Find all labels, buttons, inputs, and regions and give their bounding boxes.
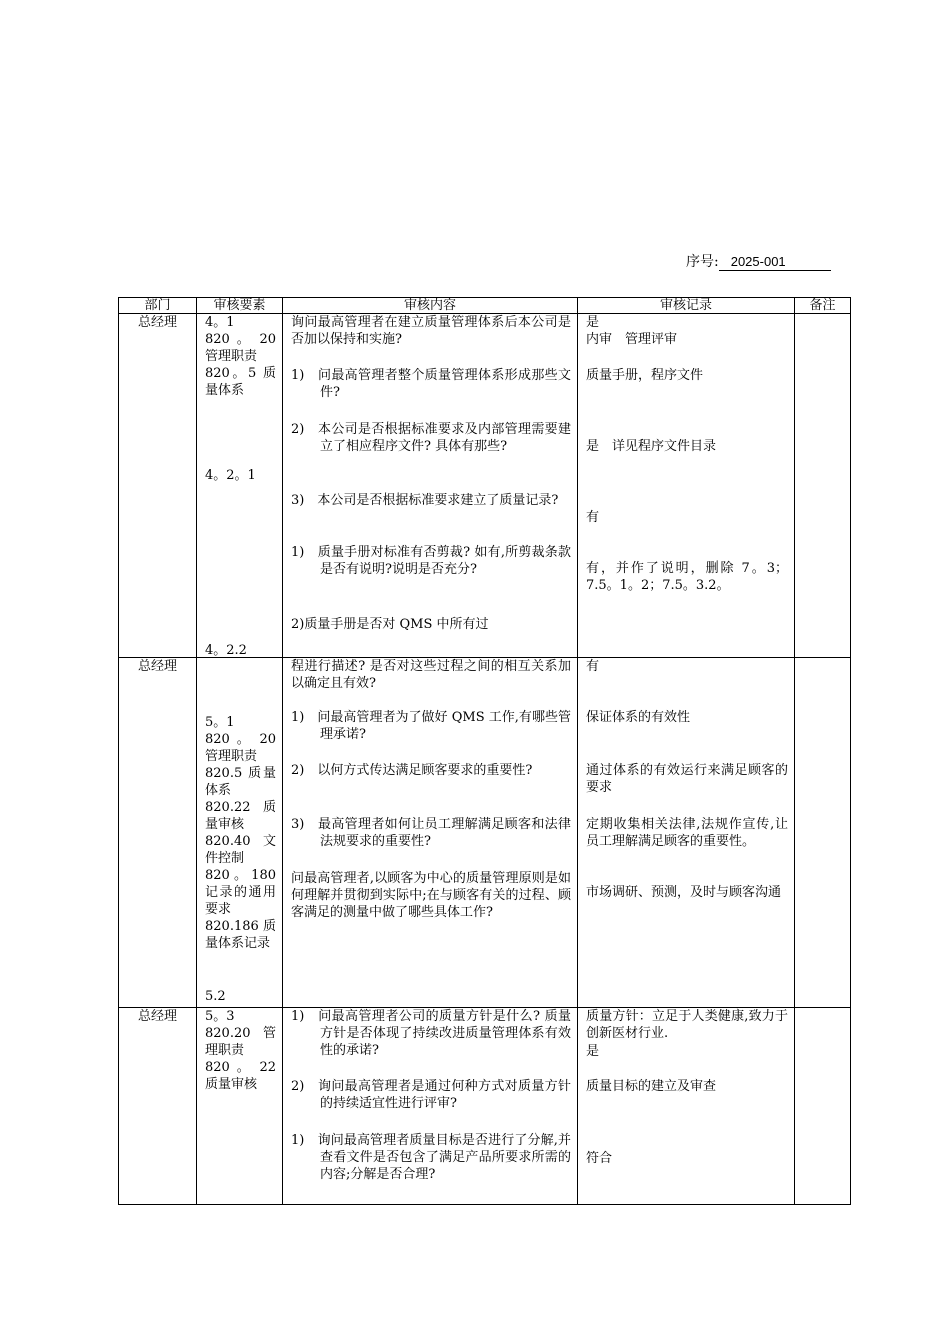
record-text: 有 (586, 659, 600, 674)
content-text: 1) 问最高管理者公司的质量方针是什么? 质量方针是否体现了持续改进质量管理体系有效性的承诺? (291, 1009, 571, 1058)
serial-number (686, 251, 831, 271)
content-text: 询问最高管理者在建立质量管理体系后本公司是否加以保持和实施? (291, 315, 571, 347)
record-text: 有 (586, 510, 600, 525)
content-text: 3) 最高管理者如何让员工理解满足顾客和法律法规要求的重要性? (291, 817, 571, 849)
element-text: 4。2.2 (205, 643, 247, 658)
note-cell (795, 314, 851, 658)
record-text: 有，并作了说明，删除 7。3；7.5。1。2；7.5。3.2。 (586, 561, 788, 593)
element-cell (197, 1008, 283, 1205)
table-row (119, 314, 851, 658)
element-text: 5。3 820.20 管理职责 820 。 22 质量审核 (205, 1009, 276, 1092)
column-header-record: 审核记录 (578, 298, 795, 314)
content-text: 1) 询问最高管理者质量目标是否进行了分解,并查看文件是否包含了满足产品所要求所需的内容;分解是否合理? (291, 1133, 571, 1182)
table-row (119, 658, 851, 1008)
serial-value: 2025-001 (719, 254, 831, 271)
content-text: 2) 询问最高管理者是通过何种方式对质量方针的持续适宜性进行评审? (291, 1079, 571, 1111)
column-header-content: 审核内容 (283, 298, 578, 314)
record-text: 定期收集相关法律,法规作宣传,让员工理解满足顾客的重要性。 (586, 817, 788, 849)
content-cell (283, 314, 578, 658)
note-cell (795, 1008, 851, 1205)
record-text: 质量手册，程序文件 (586, 368, 704, 383)
content-cell (283, 1008, 578, 1205)
record-text: 市场调研、预测，及时与顾客沟通 (586, 885, 782, 900)
element-text: 5.2 (205, 989, 226, 1004)
record-text: 是 详见程序文件目录 (586, 439, 717, 454)
content-text: 2) 本公司是否根据标准要求及内部管理需要建立了相应程序文件? 具体有那些? (291, 422, 571, 454)
record-text: 内审 管理评审 (586, 332, 678, 347)
content-text: 程进行描述? 是否对这些过程之间的相互关系加以确定且有效? (291, 659, 571, 691)
element-text: 4。1 820 。 20 管理职责 820。5 质量体系 (205, 315, 276, 398)
record-cell (578, 1008, 795, 1205)
record-cell (578, 314, 795, 658)
record-text: 是 (586, 315, 600, 330)
column-header-dept: 部门 (119, 298, 197, 314)
column-header-element: 审核要素 (197, 298, 283, 314)
content-text: 2) 以何方式传达满足顾客要求的重要性? (291, 763, 533, 778)
element-text: 5。1 820 。 20 管理职责 820.5 质量体系 820.22 质量审核 820.40 文件控制 820 。 180 记录的通用要求 820.186 质量体系记录 (205, 715, 276, 951)
record-text: 保证体系的有效性 (586, 710, 691, 725)
dept-cell: 总经理 (119, 1008, 197, 1205)
record-text: 质量目标的建立及审查 (586, 1079, 717, 1094)
record-text: 通过体系的有效运行来满足顾客的要求 (586, 763, 788, 795)
element-cell (197, 658, 283, 1008)
content-text: 2)质量手册是否对 QMS 中所有过 (291, 617, 489, 632)
record-text: 质量方针：立足于人类健康,致力于创新医材行业. (586, 1009, 788, 1041)
table-row (119, 1008, 851, 1205)
record-text: 是 (586, 1044, 600, 1059)
column-header-note: 备注 (795, 298, 851, 314)
element-cell (197, 314, 283, 658)
record-text: 符合 (586, 1151, 613, 1166)
content-text: 3) 本公司是否根据标准要求建立了质量记录? (291, 493, 559, 508)
content-text: 1) 质量手册对标准有否剪裁? 如有,所剪裁条款是否有说明?说明是否充分? (291, 545, 571, 577)
element-text: 4。2。1 (205, 468, 256, 483)
serial-label: 序号: (686, 254, 719, 270)
content-text: 问最高管理者,以顾客为中心的质量管理原则是如何理解并贯彻到实际中;在与顾客有关的过程、顾客满足的测量中做了哪些具体工作? (291, 871, 571, 920)
record-cell (578, 658, 795, 1008)
content-text: 1) 问最高管理者为了做好 QMS 工作,有哪些管理承诺? (291, 710, 571, 742)
dept-cell: 总经理 (119, 658, 197, 1008)
note-cell (795, 658, 851, 1008)
audit-table (118, 297, 851, 1205)
content-text: 1) 问最高管理者整个质量管理体系形成那些文件? (291, 368, 571, 400)
dept-cell: 总经理 (119, 314, 197, 658)
table-header-row (119, 298, 851, 314)
content-cell (283, 658, 578, 1008)
